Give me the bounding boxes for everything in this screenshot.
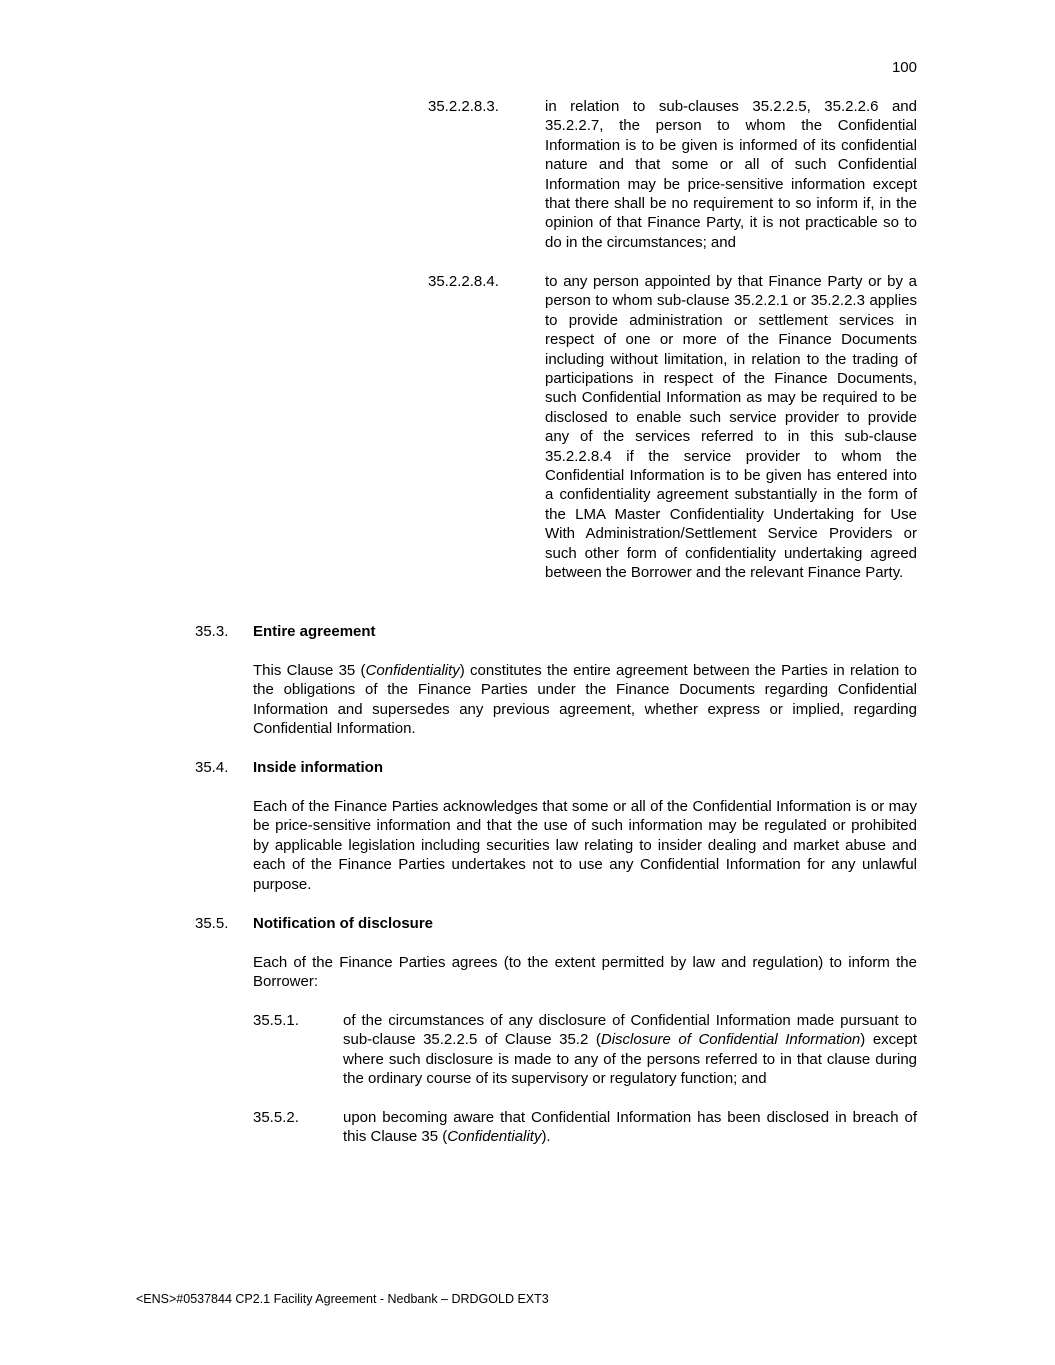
clause-text-35-5-2-part2: ). [541, 1128, 551, 1146]
clause-text-35-5-1-part2: ) except where such disclosure is made to any of the persons referred to in that clause during the ordinary course of its supervisory or regulatory function; and [343, 1031, 918, 1088]
clause-text-35-2-2-8-3: in relation to sub-clauses 35.2.2.5, 35.2.2.6 and 35.2.2.7, the person to whom the Confidential Information is to be given is informed of its confidential nature and that some or all of such Confidential Information may be price-sensitive information except that there shall be no requirement to so inform if, in the opinion of that Finance Party, it is not practicable so to do in the circumstances; and [545, 98, 917, 251]
clause-heading-entire-agreement: Entire agreement [253, 623, 376, 640]
clause-text-35-5-1-italic: Disclosure of Confidential Information [600, 1031, 861, 1049]
clause-text-35-3 [253, 661, 917, 739]
clause-text-35-5-2-italic: Confidentiality [447, 1128, 542, 1146]
clause-number-35-5-2: 35.5.2. [253, 1109, 299, 1126]
clause-number-35-4: 35.4. [195, 759, 229, 776]
clause-text-35-4: Each of the Finance Parties acknowledges that some or all of the Confidential Information is or may be price-sensitive information and that the use of such information may be regulated or prohibited by applicable legislation including securities law relating to insider dealing and market abuse and each of the Finance Parties undertakes not to use any Confidential Information for any unlawful purpose. [253, 798, 917, 893]
clause-number-35-2-2-8-4: 35.2.2.8.4. [428, 273, 499, 290]
clause-text-35-2-2-8-4: to any person appointed by that Finance Party or by a person to whom sub-clause 35.2.2.1 or 35.2.2.3 applies to provide administration or settlement services in respect of one or more of the Finance Documents including without limitation, in relation to the trading of participations in respect of the Finance Documents, such Confidential Information as may be required to be disclosed to enable such service provider to provide any of the services referred to in this sub-clause 35.2.2.8.4 if the service provider to whom the Confidential Information is to be given has entered into a confidentiality agreement substantially in the form of the LMA Master Confidentiality Undertaking for Use With Administration/Settlement Service Providers or such other form of confidentiality undertaking agreed between the Borrower and the relevant Finance Party. [545, 273, 917, 582]
clause-text-35-3-part2: ) constitutes the entire agreement between the Parties in relation to the obligations of the Finance Parties under the Finance Documents regarding Confidential Information and supersedes any previous agreement, whether express or implied, regarding Confidential Information. [253, 662, 917, 738]
page-number: 100 [891, 59, 917, 76]
clause-number-35-2-2-8-3: 35.2.2.8.3. [428, 98, 499, 115]
clause-text-35-5: Each of the Finance Parties agrees (to the extent permitted by law and regulation) to inform the Borrower: [253, 954, 917, 991]
clause-number-35-5-1: 35.5.1. [253, 1012, 299, 1029]
clause-text-35-5-1 [343, 1011, 917, 1089]
document-footer: <ENS>#0537844 CP2.1 Facility Agreement - Nedbank – DRDGOLD EXT3 [136, 1292, 549, 1306]
clause-text-35-5-1-part1: of the circumstances of any disclosure of Confidential Information made pursuant to sub-clause 35.2.2.5 of Clause 35.2 ( [343, 1012, 917, 1049]
clause-number-35-5: 35.5. [195, 915, 229, 932]
clause-heading-inside-information: Inside information [253, 759, 384, 776]
clause-heading-notification-of-disclosure: Notification of disclosure [253, 915, 434, 932]
clause-number-35-3: 35.3. [195, 623, 229, 640]
clause-text-35-3-part1: This Clause 35 ( [253, 662, 366, 679]
clause-text-35-5-2 [343, 1108, 917, 1147]
clause-text-35-3-italic: Confidentiality [365, 662, 460, 679]
clause-text-35-5-2-part1: upon becoming aware that Confidential Information has been disclosed in breach of this Clause 35 ( [343, 1109, 917, 1146]
